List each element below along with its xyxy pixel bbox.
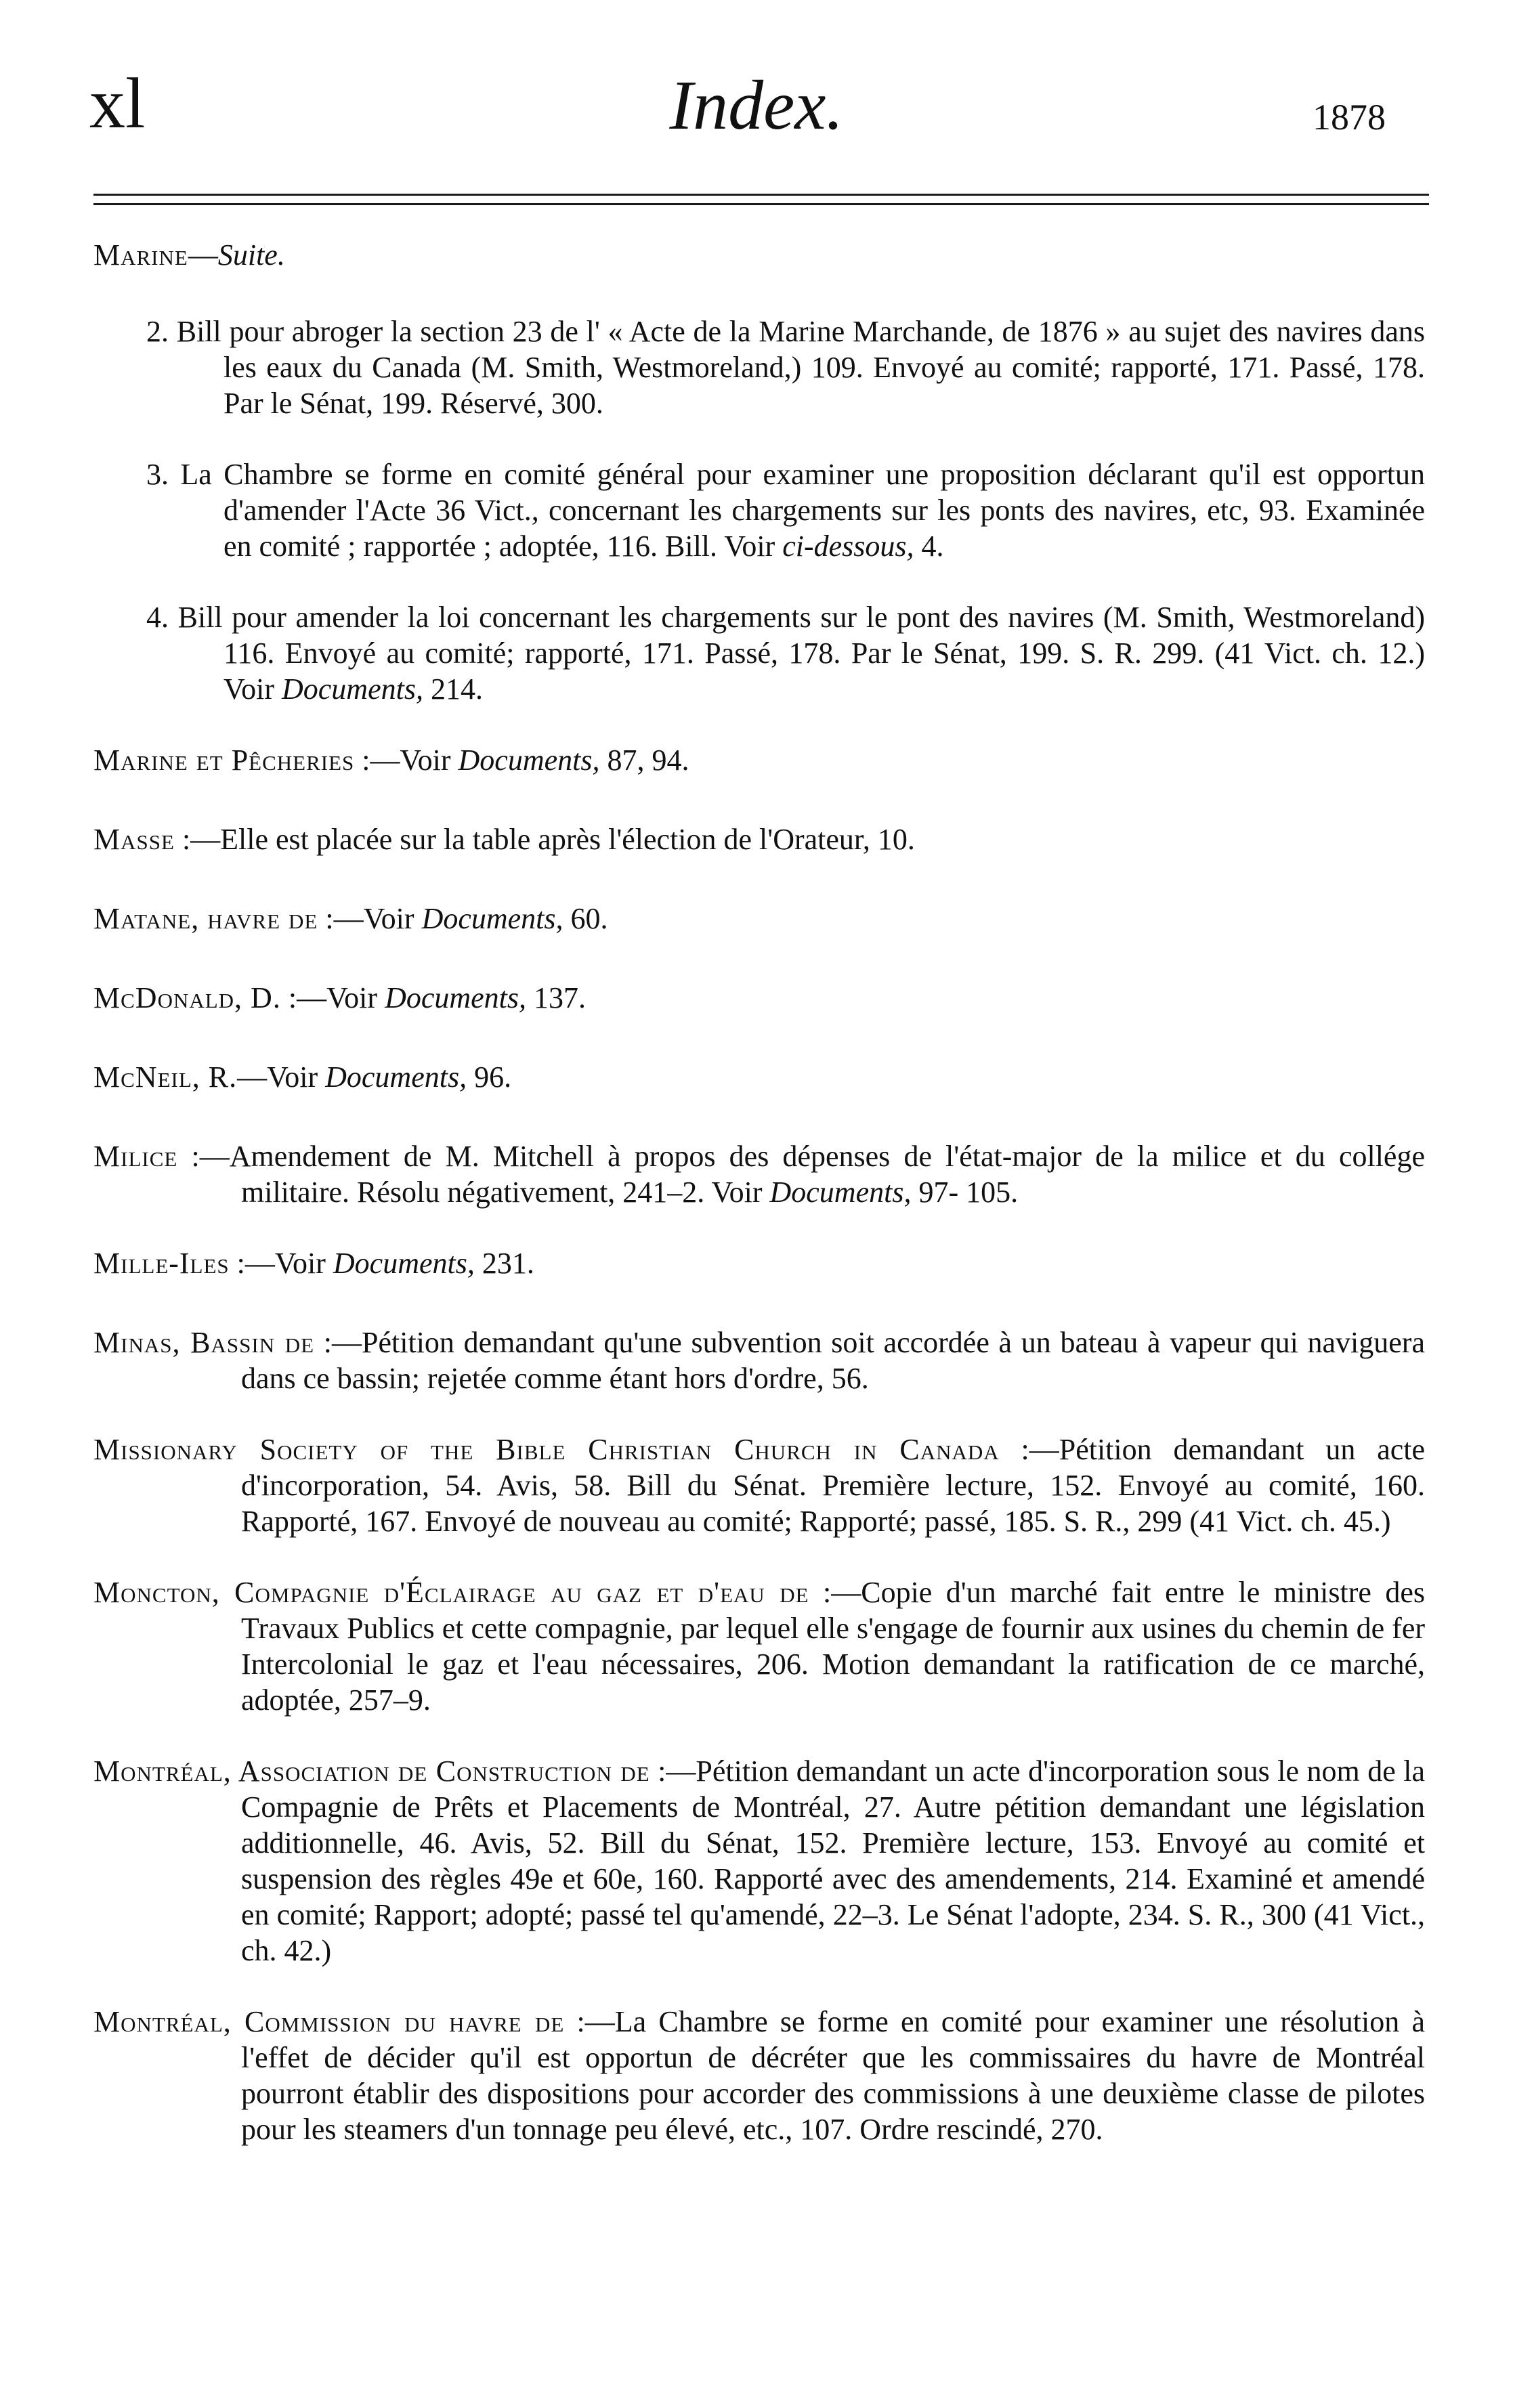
entry-reference: Documents,	[333, 1247, 475, 1280]
entry-text-tail: 137.	[526, 981, 587, 1014]
entry-text: Voir	[363, 902, 422, 935]
subentry-text-tail: 4.	[914, 530, 944, 563]
subentry-reference: Documents,	[281, 672, 423, 706]
subentry-number: 3.	[146, 458, 169, 491]
subentry	[93, 456, 1425, 564]
entry-text: Pétition demandant qu'une subvention soit accordée à un bateau à vapeur qui naviguera dans ce bassin; rejetée comme étant hors d'ordre, 56.	[241, 1326, 1425, 1395]
entry-reference: Documents,	[421, 902, 563, 935]
entry-separator: :—	[809, 1576, 861, 1609]
index-entry	[93, 2004, 1425, 2147]
running-head: Marine—Suite.	[93, 238, 285, 272]
subentry-text-tail: 214.	[423, 672, 483, 706]
subentry-text: La Chambre se forme en comité général pour examiner une proposition déclarant qu'il est opportun d'amender l'Acte 36 Vict., concernant les chargements sur les ponts des navires, etc, 93. Examinée en comité ; rapportée ; adoptée, 116. Bill. Voir	[180, 458, 1426, 563]
subentry-number: 2.	[146, 315, 169, 348]
entry-separator: :—	[649, 1755, 696, 1788]
entry-text: Elle est placée sur la table après l'élection de l'Orateur, 10.	[220, 823, 915, 856]
entry-text: Voir	[267, 1060, 326, 1094]
entry-term: Missionary Society of the Bible Christian Church in Canada	[93, 1433, 1000, 1466]
entry-separator: :—	[564, 2005, 615, 2038]
index-entry	[93, 1753, 1425, 1969]
subentry-reference: ci-dessous,	[782, 530, 914, 563]
entry-term: Montréal, Association de Construction de	[93, 1755, 650, 1788]
index-entry	[93, 980, 1425, 1016]
entry-separator: :—	[280, 981, 327, 1014]
entry-separator: —	[237, 1060, 268, 1094]
entry-term: Matane, havre de	[93, 902, 318, 935]
entry-text: Voir	[400, 744, 459, 777]
running-head-suffix: Suite.	[217, 238, 285, 272]
entry-term: McNeil, R.	[93, 1060, 238, 1094]
running-head-term: Marine	[93, 238, 188, 272]
entry-term: Marine et Pêcheries	[93, 744, 355, 777]
entry-reference: Documents,	[769, 1176, 912, 1209]
entry-term: Minas, Bassin de	[93, 1326, 315, 1359]
entry-term: McDonald, D.	[93, 981, 281, 1014]
index-entry	[93, 1059, 1425, 1095]
index-entry	[93, 742, 1425, 778]
entry-term: Milice	[93, 1140, 178, 1173]
entry-separator: :—	[174, 823, 221, 856]
entry-text: Amendement de M. Mitchell à propos des dépenses de l'état-major de la milice et du collége militaire. Résolu négativement, 241–2. Voir	[229, 1140, 1425, 1209]
entry-text-tail: 87, 94.	[599, 744, 689, 777]
index-entry	[93, 1245, 1425, 1281]
entry-term: Montréal, Commission du havre de	[93, 2005, 565, 2038]
entry-separator: :—	[314, 1326, 362, 1359]
header-rule-top	[93, 194, 1429, 196]
index-entry	[93, 1138, 1425, 1210]
subentry	[93, 314, 1425, 421]
entry-text-tail: 97- 105.	[911, 1176, 1019, 1209]
index-entry	[93, 1574, 1425, 1718]
entry-reference: Documents,	[385, 981, 527, 1014]
entry-reference: Documents,	[325, 1060, 467, 1094]
index-entry	[93, 1325, 1425, 1396]
entry-separator: :—	[318, 902, 364, 935]
index-content	[93, 237, 1425, 2183]
entry-text: Pétition demandant un acte d'incorporation sous le nom de la Compagnie de Prêts et Placements de Montréal, 27. Autre pétition demandant une législation additionnelle, 46. Avis, 52. Bill du Sénat, 152. Première lecture, 153. Envoyé au comité et suspension des règles 49e et 60e, 160. Rapporté avec des amendements, 214. Examiné et amendé en comité; Rapport; adopté; passé tel qu'amendé, 22–3. Le Sénat l'adopte, 234. S. R., 300 (41 Vict., ch. 42.)	[241, 1755, 1425, 1967]
entry-text: Pétition demandant un acte d'incorporation, 54. Avis, 58. Bill du Sénat. Première lecture, 152. Envoyé au comité, 160. Rapporté, 167. Envoyé de nouveau au comité; Rapporté; passé, 185. S. R., 299 (41 Vict. ch. 45.)	[241, 1433, 1426, 1538]
index-entry	[93, 821, 1425, 857]
index-entry	[93, 901, 1425, 937]
entry-text: Voir	[326, 981, 385, 1014]
index-entry	[93, 1432, 1425, 1539]
page-number: xl	[89, 64, 146, 143]
entry-text-tail: 231.	[474, 1247, 534, 1280]
entry-separator: :—	[999, 1433, 1059, 1466]
entry-reference: Documents,	[458, 744, 600, 777]
entry-text: Voir	[274, 1247, 333, 1280]
entry-separator: :—	[177, 1140, 230, 1173]
entry-text-tail: 60.	[563, 902, 608, 935]
entry-separator: :—	[354, 744, 400, 777]
entry-term: Mille-Iles	[93, 1247, 230, 1280]
page-header	[0, 64, 1513, 169]
entry-term: Masse	[93, 823, 175, 856]
entry-term: Moncton, Compagnie d'Éclairage au gaz et d'eau de	[93, 1576, 809, 1609]
page-title: Index.	[669, 66, 844, 144]
entry-text: Copie d'un marché fait entre le ministre des Travaux Publics et cette compagnie, par lequel elle s'engage de fournir aux usines du chemin de fer Intercolonial le gaz et l'eau nécessaires, 206. Motion demandant la ratification de ce marché, adoptée, 257–9.	[241, 1576, 1425, 1717]
entry-separator: :—	[229, 1247, 275, 1280]
header-rule-bottom	[93, 203, 1429, 205]
subentry-text: Bill pour amender la loi concernant les chargements sur le pont des navires (M. Smith, Westmoreland) 116. Envoyé au comité; rapporté, 171. Passé, 178. Par le Sénat, 199. S. R. 299. (41 Vict. ch. 12.) Voir	[177, 601, 1426, 706]
entry-text-tail: 96.	[467, 1060, 512, 1094]
header-year: 1878	[1313, 97, 1386, 137]
subentry-text: Bill pour abroger la section 23 de l' « Acte de la Marine Marchande, de 1876 » au sujet des navires dans les eaux du Canada (M. Smith, Westmoreland,) 109. Envoyé au comité; rapporté, 171. Passé, 178. Par le Sénat, 199. Réservé, 300.	[176, 315, 1426, 420]
subentry	[93, 599, 1425, 707]
subentry-number: 4.	[146, 601, 169, 634]
entry-text: La Chambre se forme en comité pour examiner une résolution à l'effet de décider qu'il est opportun de décréter que les commissaires du havre de Montréal pourront établir des dispositions pour accorder des commissions à une deuxième classe de pilotes pour les steamers d'un tonnage peu élevé, etc., 107. Ordre rescindé, 270.	[241, 2005, 1425, 2146]
